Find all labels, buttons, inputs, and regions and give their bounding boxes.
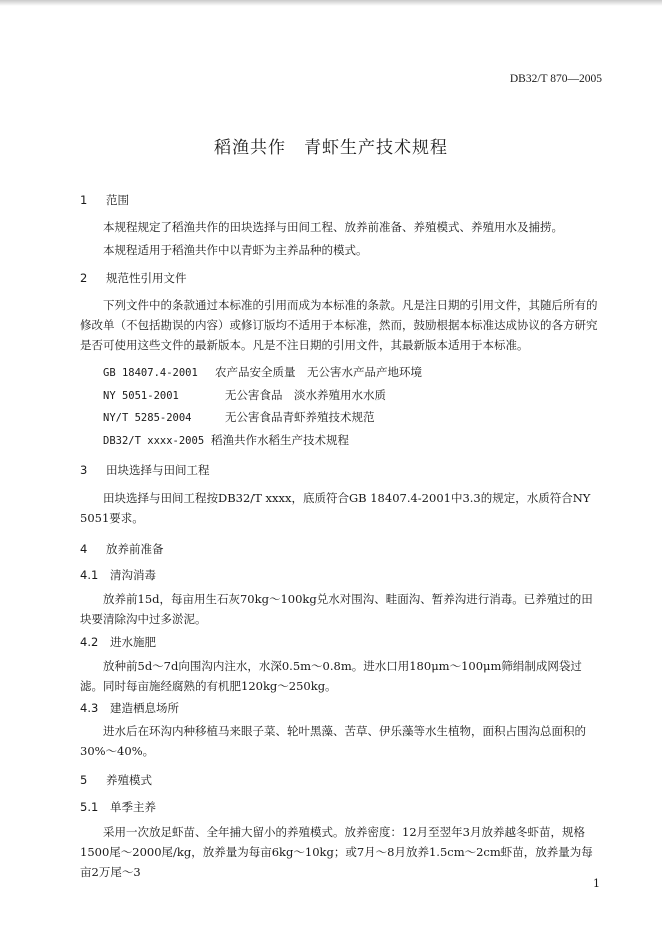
scan-edge	[0, 0, 662, 6]
section-3-paragraph: 田块选择与田间工程按DB32/T xxxx，底质符合GB 18407.4-2001中3.3的规定，水质符合NY 5051要求。	[80, 491, 591, 525]
page-number: 1	[593, 877, 600, 890]
section-2-heading: 2 规范性引用文件	[80, 271, 187, 285]
section-1-paragraph-2: 本规程适用于稻渔共作中以青虾为主养品种的模式。	[103, 243, 368, 257]
section-5-heading: 5 养殖模式	[80, 773, 152, 787]
section-1-heading: 1 范围	[80, 193, 129, 207]
section-4-1-paragraph: 放养前15d，每亩用生石灰70kg～100kg兑水对围沟、畦面沟、暂养沟进行消毒。已养殖过的田块要清除沟中过多淤泥。	[80, 592, 593, 626]
section-5-1-paragraph: 采用一次放足虾苗、全年捕大留小的养殖模式。放养密度：12月至翌年3月放养越冬虾苗，规格1500尾～2000尾/kg，放养量为每亩6kg～10kg；或7月～8月放养1.5cm～2cm虾苗，放养量为每亩2万尾～3	[80, 825, 593, 879]
section-4-3-paragraph: 进水后在环沟内种移植马来眼子菜、轮叶黑藻、苦草、伊乐藻等水生植物，面积占围沟总面积的30%～40%。	[80, 724, 586, 758]
section-4-2-heading: 4.2 进水施肥	[80, 635, 156, 649]
section-4-2-paragraph: 放种前5d～7d向围沟内注水，水深0.5m～0.8m。进水口用180μm～100μm筛绢制成网袋过滤。同时每亩施经腐熟的有机肥120kg～250kg。	[80, 659, 582, 693]
reference-item: NY 5051-2001 无公害食品 淡水养殖用水水质	[103, 388, 386, 402]
section-5-1-heading: 5.1 单季主养	[80, 800, 156, 814]
section-4-1-heading: 4.1 清沟消毒	[80, 568, 156, 582]
section-2-paragraph: 下列文件中的条款通过本标准的引用而成为本标准的条款。凡是注日期的引用文件，其随后所有的修改单（不包括勘误的内容）或修订版均不适用于本标准，然而，鼓励根据本标准达成协议的各方研究是否可使用这些文件的最新版本。凡是不注日期的引用文件，其最新版本适用于本标准。	[80, 298, 598, 352]
section-4-heading: 4 放养前准备	[80, 542, 164, 556]
section-1-paragraph-1: 本规程规定了稻渔共作的田块选择与田间工程、放养前准备、养殖模式、养殖用水及捕捞。	[103, 220, 563, 234]
reference-item: DB32/T xxxx-2005 稻渔共作水稻生产技术规程	[103, 433, 349, 447]
reference-item: NY/T 5285-2004 无公害食品青虾养殖技术规范	[103, 410, 375, 424]
document-number: DB32/T 870—2005	[509, 73, 602, 85]
section-4-3-heading: 4.3 建造栖息场所	[80, 701, 179, 715]
document-title: 稻渔共作 青虾生产技术规程	[214, 138, 448, 158]
section-3-heading: 3 田块选择与田间工程	[80, 463, 210, 477]
reference-item: GB 18407.4-2001 农产品安全质量 无公害水产品产地环境	[103, 365, 422, 379]
